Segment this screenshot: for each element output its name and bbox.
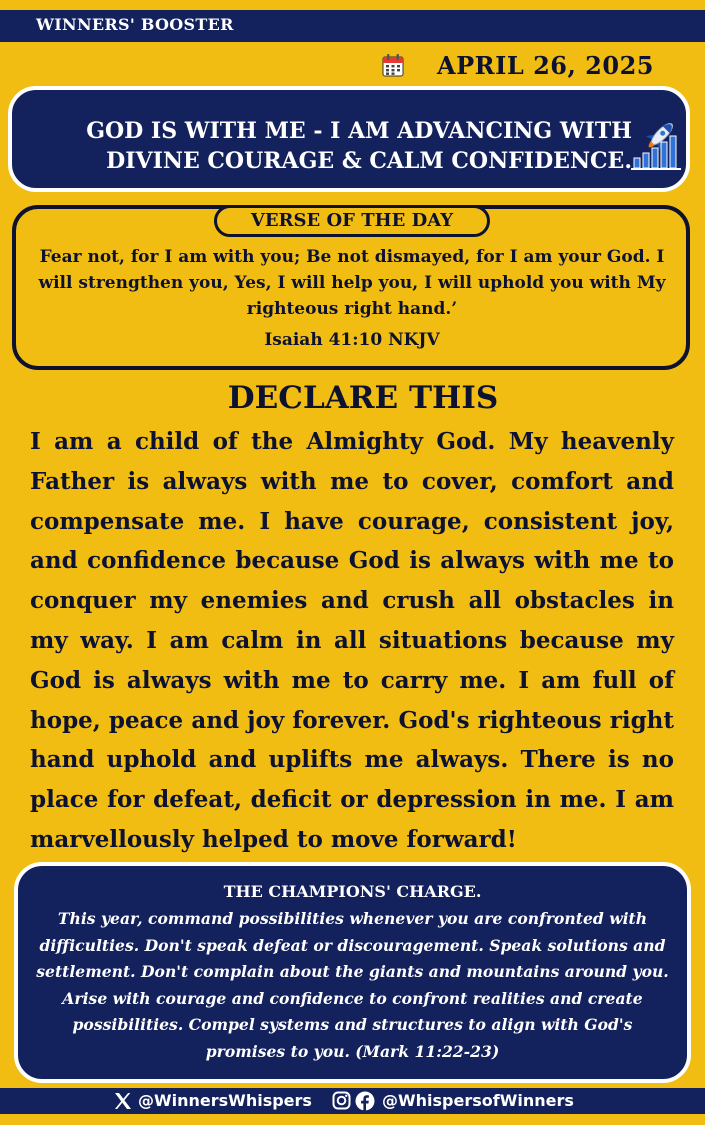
date-text: APRIL 26, 2025 (437, 51, 654, 80)
instagram-icon[interactable] (332, 1091, 351, 1110)
charge-body: This year, command possibilities whenever you are confronted with difficulties. Don't speak defeat or discouragement. Speak solutions and settlement. Don't complain about the giants and mountains around you. Arise with courage and confidence to confront realities and create possibilities. Compel systems and structures to align with God's promises to you. (Mark 11:22-23) (36, 909, 669, 1061)
calendar-icon (382, 53, 404, 77)
declare-body: I am a child of the Almighty God. My heavenly Father is always with me to cover, comfort and compensate me. I have courage, consistent joy, and confidence because God is always with me to conquer my enemies and crush all obstacles in my way. I am calm in all situations because my God is always with me to carry me. I am full of hope, peace and joy forever. God's righteous right hand uphold and uplifts me always. There is no place for defeat, deficit or depression in me. I am marvellously helped to move forward! (30, 428, 674, 853)
page-title (30, 116, 632, 176)
x-icon[interactable] (114, 1092, 132, 1110)
footer-bar (0, 1088, 705, 1114)
brand-title: WINNERS' BOOSTER (36, 15, 234, 34)
date-row (380, 50, 680, 82)
verse-label: VERSE OF THE DAY (214, 205, 490, 237)
rocket-growth-chart-icon (628, 114, 686, 172)
x-handle-link[interactable]: @WinnersWhispers (138, 1091, 312, 1110)
header-bar (0, 10, 705, 42)
title-line-1: GOD IS WITH ME - I AM ADVANCING WITH (86, 118, 632, 144)
verse-text: Fear not, for I am with you; Be not dismayed, for I am your God. I will strengthen you, Yes, I will help you, I will uphold you with My righteous right hand.’ (38, 247, 666, 319)
charge-title: THE CHAMPIONS' CHARGE. (223, 882, 482, 901)
social-handle-link[interactable]: @WhispersofWinners (382, 1091, 574, 1110)
facebook-icon[interactable] (355, 1091, 375, 1111)
title-banner (8, 86, 690, 192)
declare-heading: DECLARE THIS (227, 380, 499, 416)
verse-reference: Isaiah 41:10 NKJV (264, 330, 440, 350)
title-line-2: DIVINE COURAGE & CALM CONFIDENCE. (106, 148, 632, 174)
champions-charge-box (14, 862, 691, 1083)
